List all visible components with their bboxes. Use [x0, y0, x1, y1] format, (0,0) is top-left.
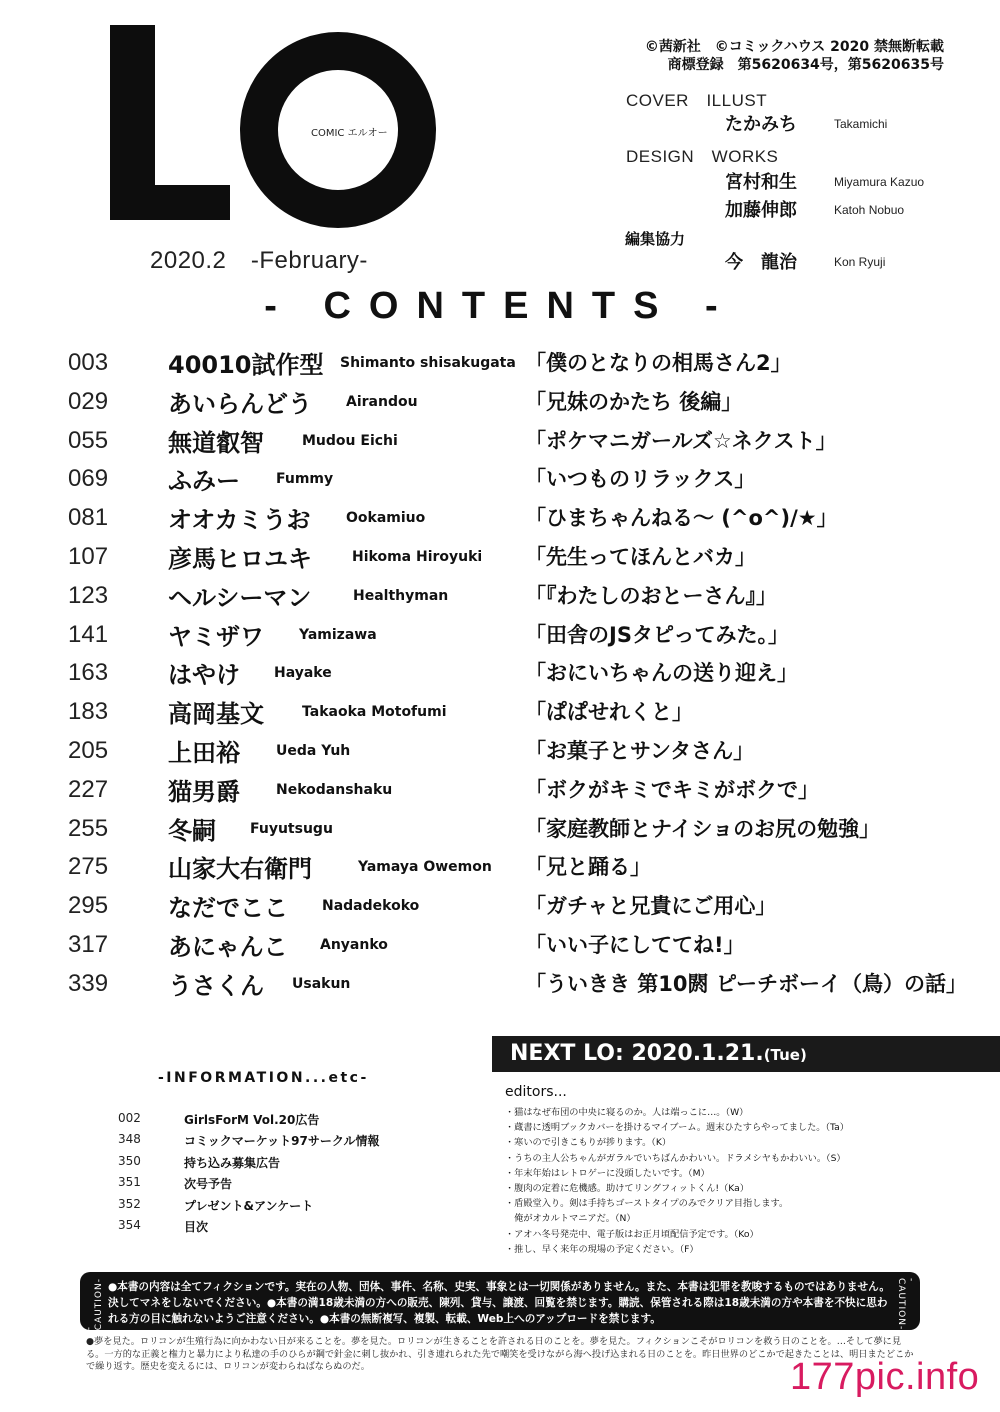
logo-subtitle: COMIC エルオー — [311, 128, 388, 139]
editor-note: ・猫はなぜ布団の中央に寝るのか。人は端っこに…。（W） — [505, 1107, 749, 1118]
toc-author-roman: Nekodanshaku — [276, 781, 393, 798]
toc-page-number: 003 — [68, 349, 109, 376]
copyright-line: ©茜新社 ©コミックハウス 2020 禁無断転載 — [644, 39, 944, 55]
information-desc: コミックマーケット97サークル情報 — [184, 1134, 380, 1149]
trademark-line: 商標登録 第5620634号，第5620635号 — [667, 57, 944, 73]
toc-row[interactable] — [0, 423, 1000, 461]
toc-row[interactable] — [0, 811, 1000, 849]
toc-row[interactable] — [0, 617, 1000, 655]
information-heading: -INFORMATION...etc- — [158, 1070, 369, 1086]
toc-row[interactable] — [0, 966, 1000, 1004]
edit-cooperation-label: 編集協力 — [625, 230, 686, 248]
editors-heading: editors... — [505, 1084, 567, 1100]
toc-title: 「お菓子とサンタさん」 — [525, 739, 755, 763]
next-issue-date — [510, 1041, 807, 1066]
next-issue-banner — [492, 1036, 1000, 1072]
toc-row[interactable] — [0, 500, 1000, 538]
toc-author: うさくん — [168, 971, 264, 1000]
footer-statement: ●夢を見た。ロリコンが生殖行為に向かわない日が来ることを。夢を見た。ロリコンが生きることを許される日のことを。夢を見た。フィクションこそがロリコンを救う日のことを。…そして夢に見る。一方的な正義と権力と暴力により私達の手のひらが鋼で針金に刺し抜かれ、引き連れられた先で嘲笑を受けながら海へ投げ込まれる日のことを。昨日世界のどこかで起きたことは、明日またどこかで繰り返す。歴史を変えるには、ロリコンが変わらねばならぬのだ。 — [86, 1336, 914, 1372]
toc-author-roman: Anyanko — [320, 937, 388, 953]
toc-title: 「ガチャと兄貴にご用心」 — [525, 894, 777, 919]
information-page: 351 — [118, 1175, 141, 1190]
toc-author-roman: Shimanto shisakugata — [340, 355, 516, 371]
toc-author-roman: Mudou Eichi — [302, 432, 398, 449]
cover-illust-name: たかみち — [725, 114, 797, 135]
toc-author-roman: Hayake — [274, 665, 332, 682]
toc-row[interactable] — [0, 539, 1000, 577]
edit-cooperation-roman: Kon Ryuji — [834, 255, 886, 269]
toc-row[interactable] — [0, 927, 1000, 965]
toc-page-number: 081 — [68, 504, 109, 532]
toc-row[interactable] — [0, 772, 1000, 810]
editor-note: ・アオハ冬号発売中、電子版はお正月頃配信予定です。（Ko） — [505, 1228, 759, 1240]
toc-author: 無道叡智 — [168, 428, 264, 457]
toc-title: 「先生ってほんとバカ」 — [525, 545, 756, 569]
toc-title: 「田舎のJSタピってみた。」 — [525, 622, 790, 647]
toc-page-number: 227 — [68, 775, 109, 803]
toc-page-number: 205 — [68, 737, 109, 764]
design-name-2: 加藤伸郎 — [725, 200, 797, 221]
toc-title: 「『わたしのおとーさん』」 — [525, 583, 777, 608]
editor-note: ・推し、早く来年の現場の予定ください。（F） — [505, 1243, 699, 1255]
toc-title: 「おにいちゃんの送り迎え」 — [525, 661, 798, 686]
toc-title: 「いい子にしててね!」 — [525, 933, 745, 957]
toc-author-roman: Yamizawa — [299, 626, 377, 643]
toc-row[interactable] — [0, 849, 1000, 887]
toc-author: 彦馬ヒロユキ — [168, 545, 312, 573]
editor-note: ・蔵書に透明ブックカバーを掛けるマイブーム。週末ひたすらやってました。（Ta） — [505, 1122, 849, 1134]
toc-page-number: 339 — [68, 969, 109, 997]
design-name-1: 宮村和生 — [725, 172, 797, 193]
information-desc: 目次 — [184, 1220, 209, 1234]
toc-author: ヤミザワ — [168, 622, 264, 651]
toc-author-roman: Airandou — [346, 393, 418, 410]
toc-title: 「いつものリラックス」 — [525, 467, 756, 492]
toc-author-roman: Fuyutsugu — [250, 820, 333, 837]
toc-row[interactable] — [0, 655, 1000, 693]
information-page: 352 — [118, 1196, 141, 1211]
toc-title: 「ひまちゃんねる～ (^o^)/★」 — [525, 506, 838, 531]
toc-page-number: 317 — [68, 931, 109, 958]
toc-page-number: 123 — [68, 581, 109, 609]
information-desc: プレゼント&アンケート — [184, 1198, 314, 1213]
editor-note: ・腹肉の定着に危機感。助けてリングフィットくん!（Ka） — [505, 1183, 749, 1194]
editor-note: ・盾殿堂入り。剣は手持ちゴーストタイプのみでクリア目指します。 — [505, 1198, 789, 1210]
toc-title: 「ぱぱせれくと」 — [525, 700, 693, 725]
toc-author: 高岡基文 — [168, 700, 264, 729]
toc-page-number: 255 — [68, 814, 109, 842]
toc-page-number: 163 — [68, 659, 109, 687]
next-issue-label: NEXT LO: 2020.1.21. — [510, 1041, 764, 1066]
toc-author: 山家大右衛門 — [168, 855, 312, 884]
toc-title: 「ボクがキミでキミがボクで」 — [525, 777, 819, 802]
information-page: 348 — [118, 1132, 141, 1147]
information-desc: GirlsForM Vol.20広告 — [184, 1113, 320, 1127]
toc-author: 冬嗣 — [168, 816, 216, 845]
toc-author-roman: Hikoma Hiroyuki — [352, 549, 483, 565]
information-page: 002 — [118, 1111, 141, 1125]
watermark-url[interactable]: 177pic.info — [790, 1356, 980, 1398]
toc-row[interactable] — [0, 384, 1000, 422]
information-desc: 持ち込み募集広告 — [184, 1155, 281, 1170]
editor-note: ・うちの主人公ちゃんがガラルでいちばんかわいい。ドラメシヤもかわいい。（S） — [505, 1152, 846, 1164]
toc-author: あにゃんこ — [168, 933, 288, 961]
toc-row[interactable] — [0, 733, 1000, 771]
toc-author: ふみー — [168, 467, 240, 496]
toc-author-roman: Nadadekoko — [322, 898, 420, 915]
toc-page-number: 183 — [68, 698, 109, 726]
caution-box — [80, 1272, 920, 1330]
toc-author: はやけ — [168, 661, 240, 690]
information-desc: 次号予告 — [184, 1177, 233, 1192]
toc-page-number: 295 — [68, 892, 109, 920]
toc-author-roman: Yamaya Owemon — [358, 859, 492, 876]
editor-note: 俺がオカルトマニアだ。（N） — [505, 1213, 636, 1225]
toc-row[interactable] — [0, 578, 1000, 616]
toc-author-roman: Healthyman — [353, 587, 449, 604]
editor-note: ・年末年始はレトロゲーに没頭したいです。（M） — [505, 1167, 710, 1179]
contents-heading: - CONTENTS - — [264, 285, 736, 327]
toc-author-roman: Fummy — [276, 471, 334, 488]
toc-author: 上田裕 — [168, 739, 240, 767]
toc-row[interactable] — [0, 888, 1000, 926]
logo-letter-l-foot — [110, 185, 230, 220]
toc-author: オオカミうお — [168, 506, 311, 535]
cover-illust-label: COVER ILLUST — [626, 91, 768, 110]
editor-note: ・寒いので引きこもりが捗ります。（K） — [505, 1137, 672, 1149]
toc-title: 「ポケマニガールズ☆ネクスト」 — [525, 428, 837, 453]
edit-cooperation-name: 今 龍治 — [725, 252, 797, 273]
toc-author: ヘルシーマン — [168, 583, 312, 612]
toc-page-number: 141 — [68, 620, 109, 648]
toc-author-roman: Usakun — [292, 975, 351, 992]
toc-author: 40010試作型 — [168, 351, 324, 379]
design-works-label: DESIGN WORKS — [626, 147, 779, 166]
toc-page-number: 055 — [68, 426, 109, 454]
design-roman-2: Katoh Nobuo — [834, 203, 905, 217]
toc-author: あいらんどう — [168, 389, 312, 418]
toc-page-number: 107 — [68, 543, 109, 570]
toc-page-number: 069 — [68, 465, 109, 493]
toc-author-roman: Takaoka Motofumi — [302, 704, 447, 721]
toc-author-roman: Ookamiuo — [346, 510, 426, 527]
toc-title: 「僕のとなりの相馬さん2」 — [525, 351, 792, 375]
caution-side-label-left: -CAUTION- — [84, 1278, 104, 1331]
toc-row[interactable] — [0, 461, 1000, 499]
toc-title: 「ういきき 第10閼 ピーチボーイ（鳥）の話」 — [525, 971, 968, 996]
toc-title: 「兄妹のかたち 後編」 — [525, 389, 743, 414]
toc-author: なだでここ — [168, 894, 288, 923]
information-page: 354 — [118, 1218, 141, 1232]
toc-page-number: 275 — [68, 853, 109, 881]
caution-text: ●本書の内容は全てフィクションです。実在の人物、団体、事件、名称、史実、事象とは一切関係がありません。また、本書は犯罪を教唆するものではありません。決してマネをしないでください。●本書の満18歳未満の方への販売、陳列、貸与、譲渡、回覧を禁じます。購読、保管される際は18歳未満の方や本書を不快に思われる方の目に触れないようご注意ください。●本書の無断複写、複製、転載、Web上へのアップロードを禁じます。 — [108, 1281, 890, 1325]
design-roman-1: Miyamura Kazuo — [834, 175, 925, 189]
toc-title: 「兄と踊る」 — [525, 855, 651, 880]
cover-illust-roman: Takamichi — [834, 117, 888, 131]
issue-date: 2020.2 -February- — [150, 247, 368, 274]
toc-author-roman: Ueda Yuh — [276, 743, 351, 759]
caution-side-label-right: -CAUTION- — [896, 1278, 916, 1331]
toc-page-number: 029 — [68, 387, 109, 415]
toc-row[interactable] — [0, 694, 1000, 732]
next-issue-day: (Tue) — [763, 1046, 807, 1064]
toc-row[interactable] — [0, 345, 1000, 383]
toc-title: 「家庭教師とナイショのお尻の勉強」 — [525, 816, 881, 841]
toc-author: 猫男爵 — [168, 777, 240, 806]
information-page: 350 — [118, 1153, 141, 1168]
